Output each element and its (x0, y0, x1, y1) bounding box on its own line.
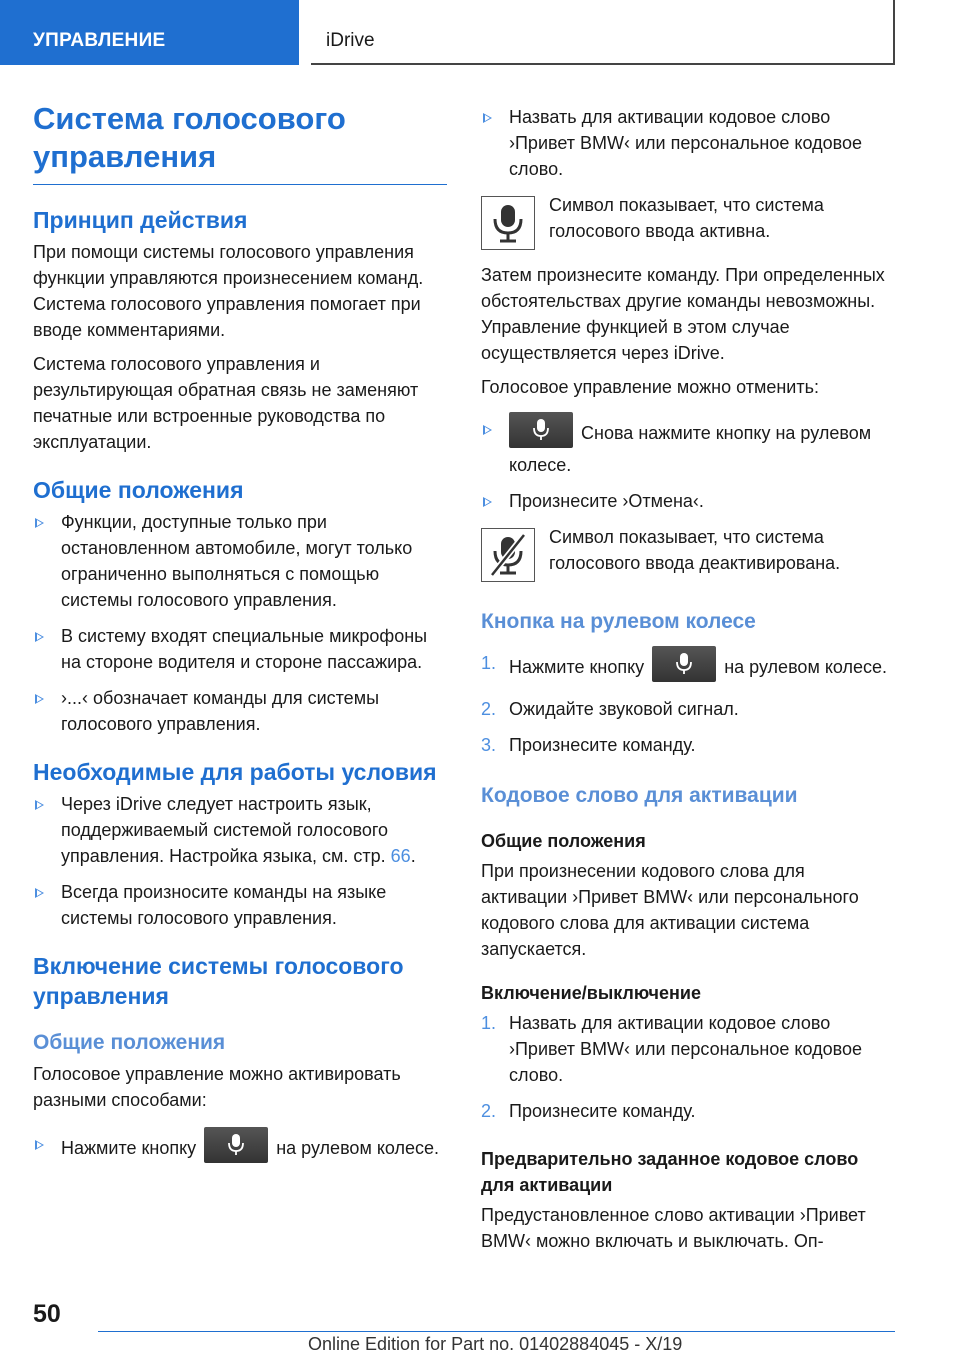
conditions-heading: Необходимые для работы условия (33, 759, 437, 785)
general-heading: Общие положения (33, 477, 244, 503)
list-item: Функции, доступные только при остановленном автомобиле, могут только ограниченно выполняться с помощью системы голосового управления. (33, 509, 447, 613)
preset-heading: Предварительно заданное кодовое слово для активации (481, 1149, 859, 1195)
list-item: Назвать для активации кодовое слово ›Привет BMW‹ или персональное кодовое слово. (481, 104, 895, 182)
list-item: 1. Нажмите кнопку на рулевом колесе. (481, 650, 895, 686)
codeword-general-heading: Общие положения (481, 831, 646, 851)
list-item: Через iDrive следует настроить язык, поддерживаемый системой голосового управления. Настройка языка, см. стр. 66. (33, 791, 447, 869)
page-number: 50 (33, 1300, 61, 1328)
triangle-bullet-icon (35, 888, 44, 898)
page-link[interactable]: 66 (390, 846, 411, 866)
symbol-active-row (481, 192, 895, 250)
microphone-muted-icon (481, 528, 535, 582)
codeword-general-paragraph: При произнесении кодового слова для активации ›Привет BMW‹ или персонального кодового слова для активации система запускается. (481, 861, 859, 959)
list-item: Нажмите кнопку на рулевом колесе. (33, 1131, 447, 1167)
list-item: 2. Произнесите команду. (481, 1101, 696, 1121)
enable-paragraph: Голосовое управление можно активировать разными способами: (33, 1064, 401, 1110)
preset-paragraph: Предустановленное слово активации ›Привет BMW‹ можно включать и выключать. Оп- (481, 1205, 866, 1251)
list-item: 1. Назвать для активации кодовое слово ›Привет BMW‹ или персональное кодовое слово. (481, 1013, 862, 1085)
triangle-bullet-icon (483, 497, 492, 507)
enable-subheading: Общие положения (33, 1031, 226, 1054)
cancel-paragraph: Голосовое управление можно отменить: (481, 377, 819, 397)
symbol-active-text: Символ показывает, что система голосового ввода активна. (549, 195, 824, 241)
list-item: Произнесите ›Отмена‹. (481, 488, 895, 514)
list-item: Снова нажмите кнопку на рулевом колесе. (481, 416, 895, 478)
triangle-bullet-icon (35, 800, 44, 810)
codeword-heading: Кодовое слово для активации (481, 784, 798, 807)
enable-heading: Включение системы голосового управления (33, 953, 404, 1009)
voice-button-icon (204, 1127, 268, 1163)
left-column (33, 100, 447, 1177)
right-column (481, 104, 895, 1262)
voice-button-icon (509, 412, 573, 448)
triangle-bullet-icon (35, 632, 44, 642)
then-paragraph: Затем произнесите команду. При определенных обстоятельствах другие команды невозможны. Управление функцией в этом случае осуществляется через iDrive. (481, 265, 885, 363)
triangle-bullet-icon (35, 694, 44, 704)
symbol-inactive-row (481, 524, 895, 582)
onoff-heading: Включение/выключение (481, 983, 701, 1003)
triangle-bullet-icon (35, 1140, 44, 1150)
wheel-heading: Кнопка на рулевом колесе (481, 610, 756, 633)
footer-divider (98, 1331, 895, 1332)
list-item: В систему входят специальные микрофоны на стороне водителя и стороне пассажира. (33, 623, 447, 675)
triangle-bullet-icon (483, 113, 492, 123)
footer-edition: Online Edition for Part no. 01402884045 - X/19 (308, 1334, 683, 1354)
list-item: Всегда произносите команды на языке системы голосового управления. (33, 879, 447, 931)
header-chapter: iDrive (311, 0, 895, 65)
principle-paragraph-1: При помощи системы голосового управления функции управляются произнесением команд. Система голосового управления помогает при вводе комментариями. (33, 242, 424, 340)
triangle-bullet-icon (483, 425, 492, 435)
list-item: ›...‹ обозначает команды для системы голосового управления. (33, 685, 447, 737)
list-item: 2. Ожидайте звуковой сигнал. (481, 699, 739, 719)
voice-button-icon (652, 646, 716, 682)
symbol-inactive-text: Символ показывает, что система голосового ввода деактивирована. (549, 527, 841, 573)
list-item: 3. Произнесите команду. (481, 735, 696, 755)
principle-paragraph-2: Система голосового управления и результирующая обратная связь не заменяют печатные или встроенные руководства по эксплуатации. (33, 354, 419, 452)
header-section: УПРАВЛЕНИЕ (0, 0, 299, 65)
triangle-bullet-icon (35, 518, 44, 528)
page-title: Система голосового управления (33, 100, 447, 185)
principle-heading: Принцип действия (33, 207, 248, 233)
microphone-active-icon (481, 196, 535, 250)
